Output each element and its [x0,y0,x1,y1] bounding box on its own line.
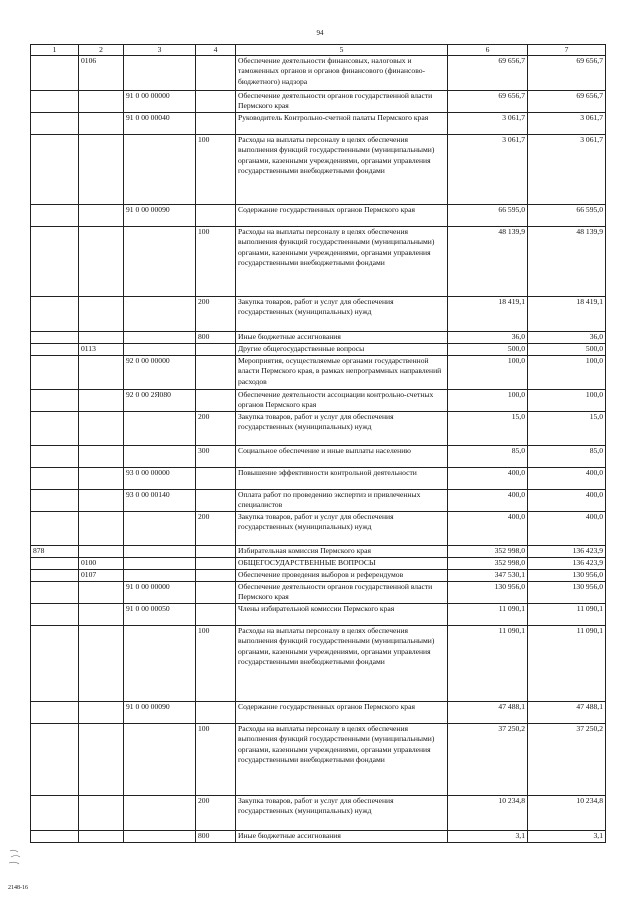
table-cell-c7: 37 250,2 [528,724,606,796]
table-cell-c1 [31,332,79,344]
table-cell-c3 [124,344,196,356]
table-row [31,796,606,831]
table-cell-c3 [124,796,196,831]
budget-table [30,44,606,843]
table-row [31,831,606,843]
table-cell-c1 [31,356,79,390]
table-row [31,702,606,724]
table-row [31,512,606,546]
table-row [31,205,606,227]
table-cell-c5: Иные бюджетные ассигнования [236,332,448,344]
table-cell-c4 [196,702,236,724]
table-cell-c7: 3 061,7 [528,135,606,205]
table-cell-c4: 100 [196,724,236,796]
table-cell-c3 [124,56,196,91]
table-cell-c1 [31,446,79,468]
column-header: 7 [528,45,606,56]
table-cell-c5: Закупка товаров, работ и услуг для обеспечения государственных (муниципальных) нужд [236,796,448,831]
table-cell-c4 [196,468,236,490]
table-cell-c2 [79,831,124,843]
table-cell-c2 [79,512,124,546]
table-cell-c3 [124,546,196,558]
table-cell-c7: 11 090,1 [528,626,606,702]
table-cell-c3: 91 0 00 00000 [124,582,196,604]
table-cell-c7: 36,0 [528,332,606,344]
table-cell-c5: Избирательная комиссия Пермского края [236,546,448,558]
table-cell-c4 [196,113,236,135]
table-cell-c7: 400,0 [528,490,606,512]
table-cell-c2 [79,546,124,558]
table-cell-c1 [31,412,79,446]
table-cell-c1 [31,344,79,356]
table-row [31,332,606,344]
table-cell-c4 [196,390,236,412]
table-cell-c5: Закупка товаров, работ и услуг для обеспечения государственных (муниципальных) нужд [236,412,448,446]
table-cell-c3: 91 0 00 00040 [124,113,196,135]
table-row [31,490,606,512]
table-cell-c2 [79,390,124,412]
table-cell-c5: Обеспечение проведения выборов и референдумов [236,570,448,582]
table-cell-c2 [79,227,124,297]
table-cell-c5: ОБЩЕГОСУДАРСТВЕННЫЕ ВОПРОСЫ [236,558,448,570]
table-cell-c2 [79,796,124,831]
table-cell-c3 [124,135,196,205]
table-cell-c3 [124,724,196,796]
table-cell-c6: 18 419,1 [448,297,528,332]
table-cell-c3 [124,512,196,546]
table-cell-c3: 91 0 00 00000 [124,91,196,113]
table-cell-c6: 3 061,7 [448,113,528,135]
column-header: 6 [448,45,528,56]
table-cell-c5: Содержание государственных органов Пермского края [236,702,448,724]
table-cell-c2 [79,582,124,604]
table-cell-c2 [79,332,124,344]
column-header: 4 [196,45,236,56]
table-cell-c6: 47 488,1 [448,702,528,724]
table-cell-c1: 878 [31,546,79,558]
table-cell-c2 [79,446,124,468]
table-cell-c4: 200 [196,412,236,446]
table-cell-c5: Социальное обеспечение и иные выплаты населению [236,446,448,468]
table-cell-c5: Обеспечение деятельности органов государственной власти Пермского края [236,91,448,113]
table-cell-c1 [31,724,79,796]
table-cell-c5: Расходы на выплаты персоналу в целях обеспечения выполнения функций государственными (муниципальными) органами, казенными учреждениями, органами управления государственными внебюджетными фондами [236,626,448,702]
column-header: 2 [79,45,124,56]
table-cell-c1 [31,390,79,412]
table-cell-c4 [196,344,236,356]
table-cell-c7: 400,0 [528,512,606,546]
table-cell-c6: 352 998,0 [448,558,528,570]
table-row [31,113,606,135]
table-row [31,91,606,113]
table-row [31,724,606,796]
table-cell-c6: 85,0 [448,446,528,468]
table-cell-c2: 0100 [79,558,124,570]
table-cell-c3 [124,570,196,582]
table-row [31,390,606,412]
table-cell-c1 [31,135,79,205]
table-cell-c6: 36,0 [448,332,528,344]
table-cell-c2 [79,626,124,702]
table-cell-c5: Другие общегосударственные вопросы [236,344,448,356]
table-cell-c5: Содержание государственных органов Пермского края [236,205,448,227]
table-row [31,356,606,390]
table-cell-c2 [79,356,124,390]
table-cell-c4: 800 [196,831,236,843]
table-row [31,56,606,91]
table-cell-c3 [124,227,196,297]
table-cell-c6: 69 656,7 [448,91,528,113]
table-cell-c6: 69 656,7 [448,56,528,91]
table-row [31,570,606,582]
table-cell-c2 [79,468,124,490]
table-cell-c3: 91 0 00 00090 [124,702,196,724]
table-cell-c1 [31,227,79,297]
table-cell-c2: 0107 [79,570,124,582]
table-cell-c5: Закупка товаров, работ и услуг для обеспечения государственных (муниципальных) нужд [236,297,448,332]
table-cell-c7: 136 423,9 [528,546,606,558]
table-cell-c5: Оплата работ по проведению экспертиз и привлеченных специалистов [236,490,448,512]
table-row [31,468,606,490]
table-cell-c1 [31,831,79,843]
table-cell-c2 [79,91,124,113]
table-cell-c6: 11 090,1 [448,604,528,626]
table-cell-c1 [31,702,79,724]
table-cell-c1 [31,113,79,135]
table-cell-c4: 200 [196,512,236,546]
table-cell-c2 [79,297,124,332]
table-cell-c7: 3,1 [528,831,606,843]
table-cell-c4 [196,56,236,91]
table-cell-c2 [79,412,124,446]
table-row [31,546,606,558]
table-cell-c6: 130 956,0 [448,582,528,604]
table-cell-c2: 0106 [79,56,124,91]
table-cell-c1 [31,205,79,227]
margin-scribble-icon [8,845,32,869]
table-cell-c6: 400,0 [448,512,528,546]
table-row [31,344,606,356]
table-row [31,558,606,570]
table-row [31,626,606,702]
table-cell-c7: 66 595,0 [528,205,606,227]
table-cell-c3 [124,626,196,702]
table-cell-c3: 92 0 00 2Я080 [124,390,196,412]
table-cell-c7: 3 061,7 [528,113,606,135]
table-header-row [31,45,606,56]
table-cell-c4 [196,582,236,604]
table-cell-c7: 130 956,0 [528,582,606,604]
table-cell-c5: Расходы на выплаты персоналу в целях обеспечения выполнения функций государственными (муниципальными) органами, казенными учреждениями, органами управления государственными внебюджетными фондами [236,227,448,297]
table-cell-c6: 3,1 [448,831,528,843]
table-cell-c6: 48 139,9 [448,227,528,297]
table-cell-c5: Иные бюджетные ассигнования [236,831,448,843]
table-cell-c6: 400,0 [448,490,528,512]
table-cell-c4 [196,570,236,582]
table-cell-c2 [79,205,124,227]
table-cell-c7: 69 656,7 [528,56,606,91]
table-cell-c3: 93 0 00 00000 [124,468,196,490]
table-row [31,412,606,446]
table-cell-c4: 200 [196,297,236,332]
table-cell-c7: 100,0 [528,356,606,390]
table-cell-c1 [31,490,79,512]
table-cell-c7: 100,0 [528,390,606,412]
table-cell-c7: 47 488,1 [528,702,606,724]
document-code: 2148-16 [8,885,28,891]
table-row [31,446,606,468]
table-cell-c2 [79,702,124,724]
table-row [31,604,606,626]
column-header: 3 [124,45,196,56]
table-cell-c5: Обеспечение деятельности финансовых, налоговых и таможенных органов и органов финансового (финансово-бюджетного) надзора [236,56,448,91]
table-cell-c5: Руководитель Контрольно-счетной палаты Пермского края [236,113,448,135]
table-cell-c7: 11 090,1 [528,604,606,626]
table-cell-c3 [124,446,196,468]
table-cell-c7: 10 234,8 [528,796,606,831]
table-cell-c6: 400,0 [448,468,528,490]
table-cell-c6: 37 250,2 [448,724,528,796]
table-cell-c7: 69 656,7 [528,91,606,113]
table-cell-c6: 100,0 [448,356,528,390]
table-cell-c1 [31,582,79,604]
table-cell-c4 [196,490,236,512]
table-row [31,227,606,297]
table-cell-c2: 0113 [79,344,124,356]
table-cell-c2 [79,724,124,796]
table-cell-c5: Повышение эффективности контрольной деятельности [236,468,448,490]
column-header: 1 [31,45,79,56]
table-cell-c1 [31,570,79,582]
table-cell-c7: 18 419,1 [528,297,606,332]
table-cell-c3: 91 0 00 00090 [124,205,196,227]
table-cell-c1 [31,91,79,113]
table-cell-c6: 352 998,0 [448,546,528,558]
table-cell-c4: 100 [196,626,236,702]
table-row [31,582,606,604]
table-row [31,135,606,205]
table-cell-c2 [79,490,124,512]
table-cell-c5: Мероприятия, осуществляемые органами государственной власти Пермского края, в рамках непрограммных направлений расходов [236,356,448,390]
table-cell-c5: Расходы на выплаты персоналу в целях обеспечения выполнения функций государственными (муниципальными) органами, казенными учреждениями, органами управления государственными внебюджетными фондами [236,135,448,205]
table-cell-c4: 100 [196,135,236,205]
table-cell-c7: 130 956,0 [528,570,606,582]
page-number: 94 [316,29,324,37]
table-cell-c1 [31,512,79,546]
table-cell-c2 [79,135,124,205]
table-cell-c5: Члены избирательной комиссии Пермского края [236,604,448,626]
table-cell-c6: 10 234,8 [448,796,528,831]
table-cell-c4 [196,558,236,570]
table-cell-c1 [31,297,79,332]
table-cell-c1 [31,796,79,831]
table-cell-c3: 92 0 00 00000 [124,356,196,390]
table-cell-c5: Обеспечение деятельности органов государственной власти Пермского края [236,582,448,604]
table-cell-c4: 800 [196,332,236,344]
table-cell-c5: Закупка товаров, работ и услуг для обеспечения государственных (муниципальных) нужд [236,512,448,546]
table-cell-c4: 300 [196,446,236,468]
table-cell-c5: Расходы на выплаты персоналу в целях обеспечения выполнения функций государственными (муниципальными) органами, казенными учреждениями, органами управления государственными внебюджетными фондами [236,724,448,796]
table-cell-c4 [196,205,236,227]
table-cell-c4: 100 [196,227,236,297]
table-cell-c7: 85,0 [528,446,606,468]
table-cell-c4 [196,91,236,113]
table-cell-c6: 500,0 [448,344,528,356]
table-cell-c7: 15,0 [528,412,606,446]
table-cell-c1 [31,468,79,490]
table-cell-c1 [31,558,79,570]
table-cell-c6: 347 530,1 [448,570,528,582]
table-cell-c1 [31,56,79,91]
table-cell-c5: Обеспечение деятельности ассоциации контрольно-счетных органов Пермского края [236,390,448,412]
table-cell-c4 [196,356,236,390]
table-cell-c4: 200 [196,796,236,831]
table-cell-c3 [124,831,196,843]
table-cell-c4 [196,604,236,626]
table-cell-c7: 400,0 [528,468,606,490]
table-cell-c3 [124,412,196,446]
table-cell-c1 [31,626,79,702]
table-cell-c4 [196,546,236,558]
table-cell-c6: 100,0 [448,390,528,412]
table-cell-c6: 66 595,0 [448,205,528,227]
table-cell-c2 [79,604,124,626]
table-cell-c3: 93 0 00 00140 [124,490,196,512]
table-cell-c3 [124,332,196,344]
table-cell-c6: 11 090,1 [448,626,528,702]
table-cell-c3: 91 0 00 00050 [124,604,196,626]
column-header: 5 [236,45,448,56]
table-cell-c7: 500,0 [528,344,606,356]
table-cell-c7: 48 139,9 [528,227,606,297]
table-row [31,297,606,332]
table-cell-c3 [124,297,196,332]
table-cell-c7: 136 423,9 [528,558,606,570]
table-cell-c1 [31,604,79,626]
table-cell-c3 [124,558,196,570]
table-cell-c2 [79,113,124,135]
table-cell-c6: 15,0 [448,412,528,446]
table-cell-c6: 3 061,7 [448,135,528,205]
